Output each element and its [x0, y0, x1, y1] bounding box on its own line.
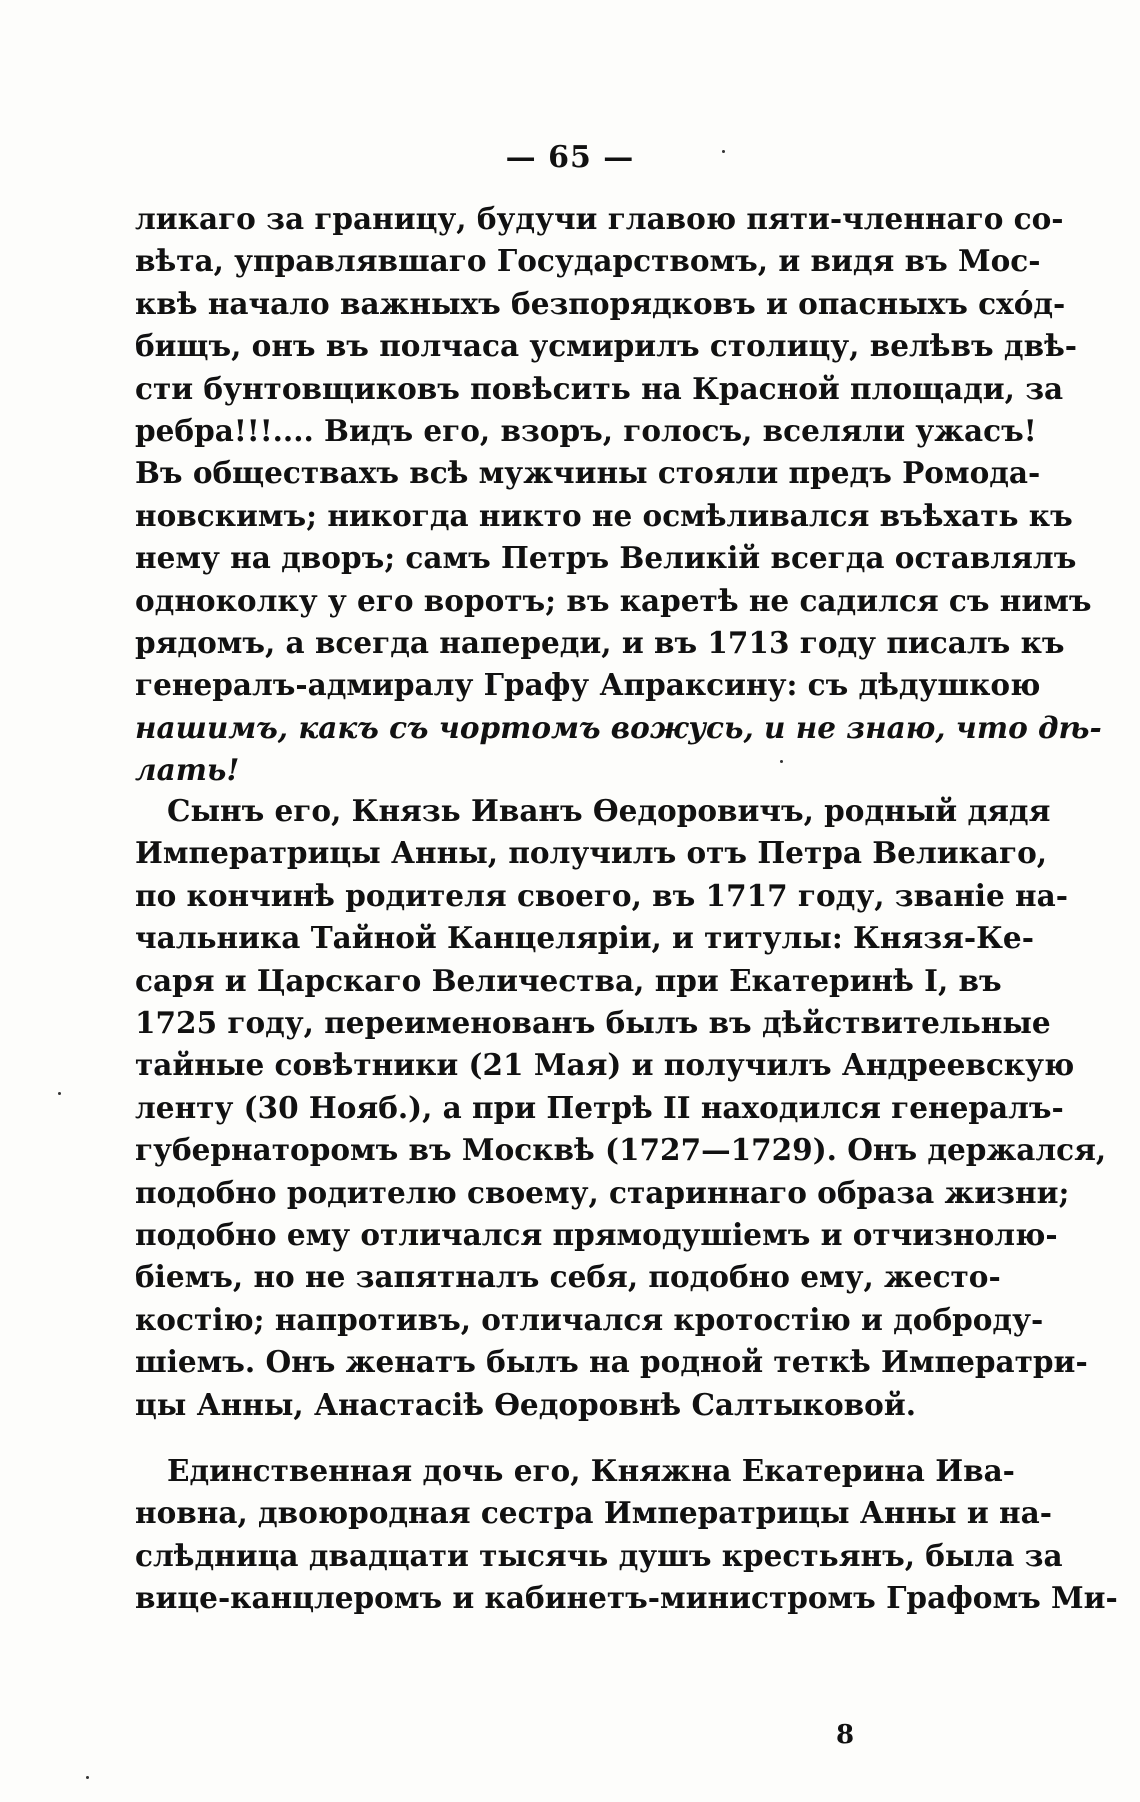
print-speck	[722, 150, 725, 153]
paragraph-ivan-fedorovich	[135, 790, 1107, 1426]
text-line: слѣдница двадцати тысячь душъ крестьянъ, была за	[135, 1537, 1063, 1573]
text-line: костію; напротивъ, отличался кротостію и доброду-	[135, 1301, 1044, 1337]
text-line: нашимъ, какъ съ чортомъ вожусь, и не знаю, что дѣ-	[135, 709, 1102, 745]
text-line: ликаго за границу, будучи главою пяти-членнаго со-	[135, 201, 1064, 236]
text-line: Единственная дочь его, Княжна Екатерина Ива-	[167, 1453, 1015, 1488]
print-speck	[86, 1776, 89, 1779]
text-line: ребра!!!.... Видъ его, взоръ, голосъ, вселяли ужасъ!	[135, 413, 1037, 449]
text-line: подобно родителю своему, стариннаго образа жизни;	[135, 1174, 1070, 1210]
text-line: генералъ-адмиралу Графу Апраксину: съ дѣдушкою	[135, 667, 1041, 703]
text-line: одноколку у его воротъ; въ каретѣ не садился съ нимъ	[135, 582, 1092, 618]
text-line: чальника Тайной Канцеляріи, и титулы: Князя-Ке-	[135, 920, 1034, 956]
text-line: шіемъ. Онъ женатъ былъ на родной теткѣ Императри-	[135, 1344, 1088, 1380]
text-line: тайные совѣтники (21 Мая) и получилъ Андреевскую	[135, 1047, 1075, 1083]
text-line: біемъ, но не запятналъ себя, подобно ему, жесто-	[135, 1259, 1001, 1295]
text-line: новна, двоюродная сестра Императрицы Анны и на-	[135, 1495, 1052, 1531]
paragraph-ekaterina-ivanovna	[135, 1450, 1118, 1620]
text-line: лать!	[135, 752, 240, 788]
text-line: Императрицы Анны, получилъ отъ Петра Великаго,	[135, 835, 1048, 871]
print-speck	[58, 1092, 61, 1095]
text-line: подобно ему отличался прямодушіемъ и отчизнолю-	[135, 1217, 1058, 1253]
text-line: нему на дворъ; самъ Петръ Великій всегда оставлялъ	[135, 540, 1077, 576]
text-line: Сынъ его, Князь Иванъ Ѳедоровичъ, родный дядя	[167, 793, 1051, 828]
text-line: Въ обществахъ всѣ мужчины стояли предъ Ромода-	[135, 455, 1041, 491]
signature-mark: 8	[836, 1720, 855, 1750]
text-line: бищъ, онъ въ полчаса усмирилъ столицу, велѣвъ двѣ-	[135, 328, 1078, 364]
print-speck	[780, 760, 783, 763]
paragraph-continuation	[135, 198, 1102, 792]
text-line: губернаторомъ въ Москвѣ (1727—1729). Онъ держался,	[135, 1132, 1107, 1168]
text-line: 1725 году, переименованъ былъ въ дѣйствительные	[135, 1005, 1051, 1041]
text-line: рядомъ, а всегда напереди, и въ 1713 году писалъ къ	[135, 625, 1065, 661]
text-line: ленту (30 Нояб.), а при Петрѣ II находился генералъ-	[135, 1089, 1064, 1125]
text-line: сти бунтовщиковъ повѣсить на Красной площади, за	[135, 370, 1064, 406]
text-line: вице-канцлеромъ и кабинетъ-министромъ Графомъ Ми-	[135, 1580, 1118, 1616]
text-line: новскимъ; никогда никто не осмѣливался въѣхать къ	[135, 497, 1073, 533]
page-number: — 65 —	[505, 140, 635, 175]
text-line: по кончинѣ родителя своего, въ 1717 году, званіе на-	[135, 877, 1068, 913]
text-line: цы Анны, Анастасіѣ Ѳедоровнѣ Салтыковой.	[135, 1386, 916, 1422]
text-line: квѣ начало важныхъ безпорядковъ и опасныхъ схо́д-	[135, 285, 1066, 321]
text-line: саря и Царскаго Величества, при Екатеринѣ I, въ	[135, 962, 1002, 998]
text-line: вѣта, управлявшаго Государствомъ, и видя въ Мос-	[135, 243, 1041, 279]
